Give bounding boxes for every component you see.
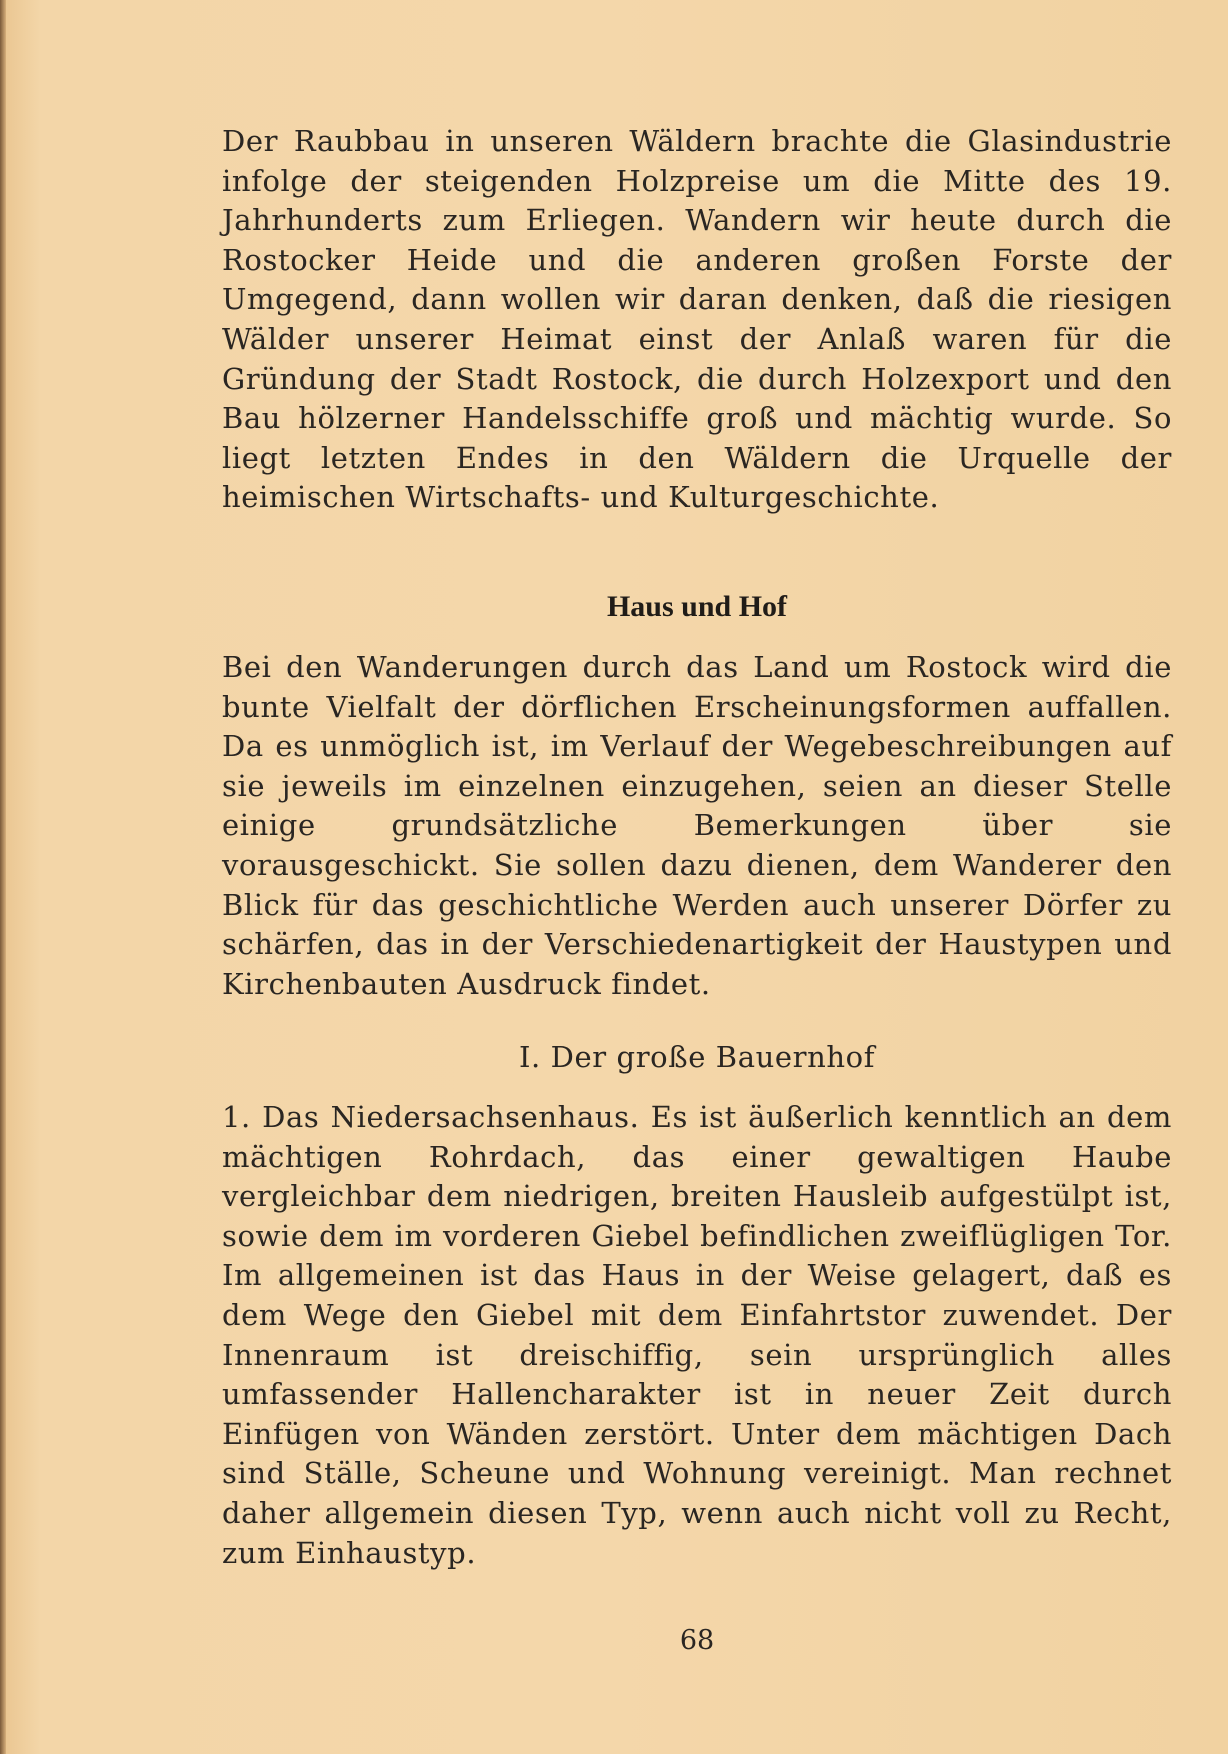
- paragraph-niedersachsenhaus: 1. Das Niedersachsenhaus. Es ist äußerlich kenntlich an dem mächtigen Rohrdach, das einer gewaltigen Haube vergleichbar dem niedrigen, breiten Hausleib aufgestülpt ist, sowie dem im vorderen Giebel befindlichen zweiflügligen Tor. Im allgemeinen ist das Haus in der Weise gelagert, daß es dem Wege den Giebel mit dem Einfahrtstor zuwendet. Der Innenraum ist dreischiffig, sein ursprünglich alles umfassender Hallencharakter ist in neuer Zeit durch Einfügen von Wänden zerstört. Unter dem mächtigen Dach sind Ställe, Scheune und Wohnung vereinigt. Man rechnet daher allgemein diesen Typ, wenn auch nicht voll zu Recht, zum Einhaustyp.: [222, 1100, 1172, 1570]
- section-heading: Haus und Hof: [606, 590, 788, 623]
- paragraph-forest-history: Der Raubbau in unseren Wäldern brachte die Glasindustrie infolge der steigenden Holzpreise um die Mitte des 19. Jahrhunderts zum Erliegen. Wandern wir heute durch die Rostocker Heide und die anderen großen Forste der Umgegend, dann wollen wir daran denken, daß die riesigen Wälder unserer Heimat einst der Anlaß waren für die Gründung der Stadt Rostock, die durch Holzexport und den Bau hölzerner Handelsschiffe groß und mächtig wurde. So liegt letzten Endes in den Wäldern die Urquelle der heimischen Wirtschafts- und Kulturgeschichte.: [222, 124, 1172, 515]
- subsection-heading: I. Der große Bauernhof: [518, 1040, 876, 1074]
- page-number: 68: [679, 1625, 715, 1656]
- paragraph-introduction: Bei den Wanderungen durch das Land um Rostock wird die bunte Vielfalt der dörflichen Erscheinungsformen auffallen. Da es unmöglich ist, im Verlauf der Wegebeschreibungen auf sie jeweils im einzelnen einzugehen, seien an dieser Stelle einige grundsätzliche Bemerkungen über sie vorausgeschickt. Sie sollen dazu dienen, dem Wanderer den Blick für das geschichtliche Werden auch unserer Dörfer zu schärfen, das in der Verschiedenartigkeit der Haustypen und Kirchenbauten Ausdruck findet.: [222, 650, 1172, 1001]
- page-edge: [0, 0, 6, 1754]
